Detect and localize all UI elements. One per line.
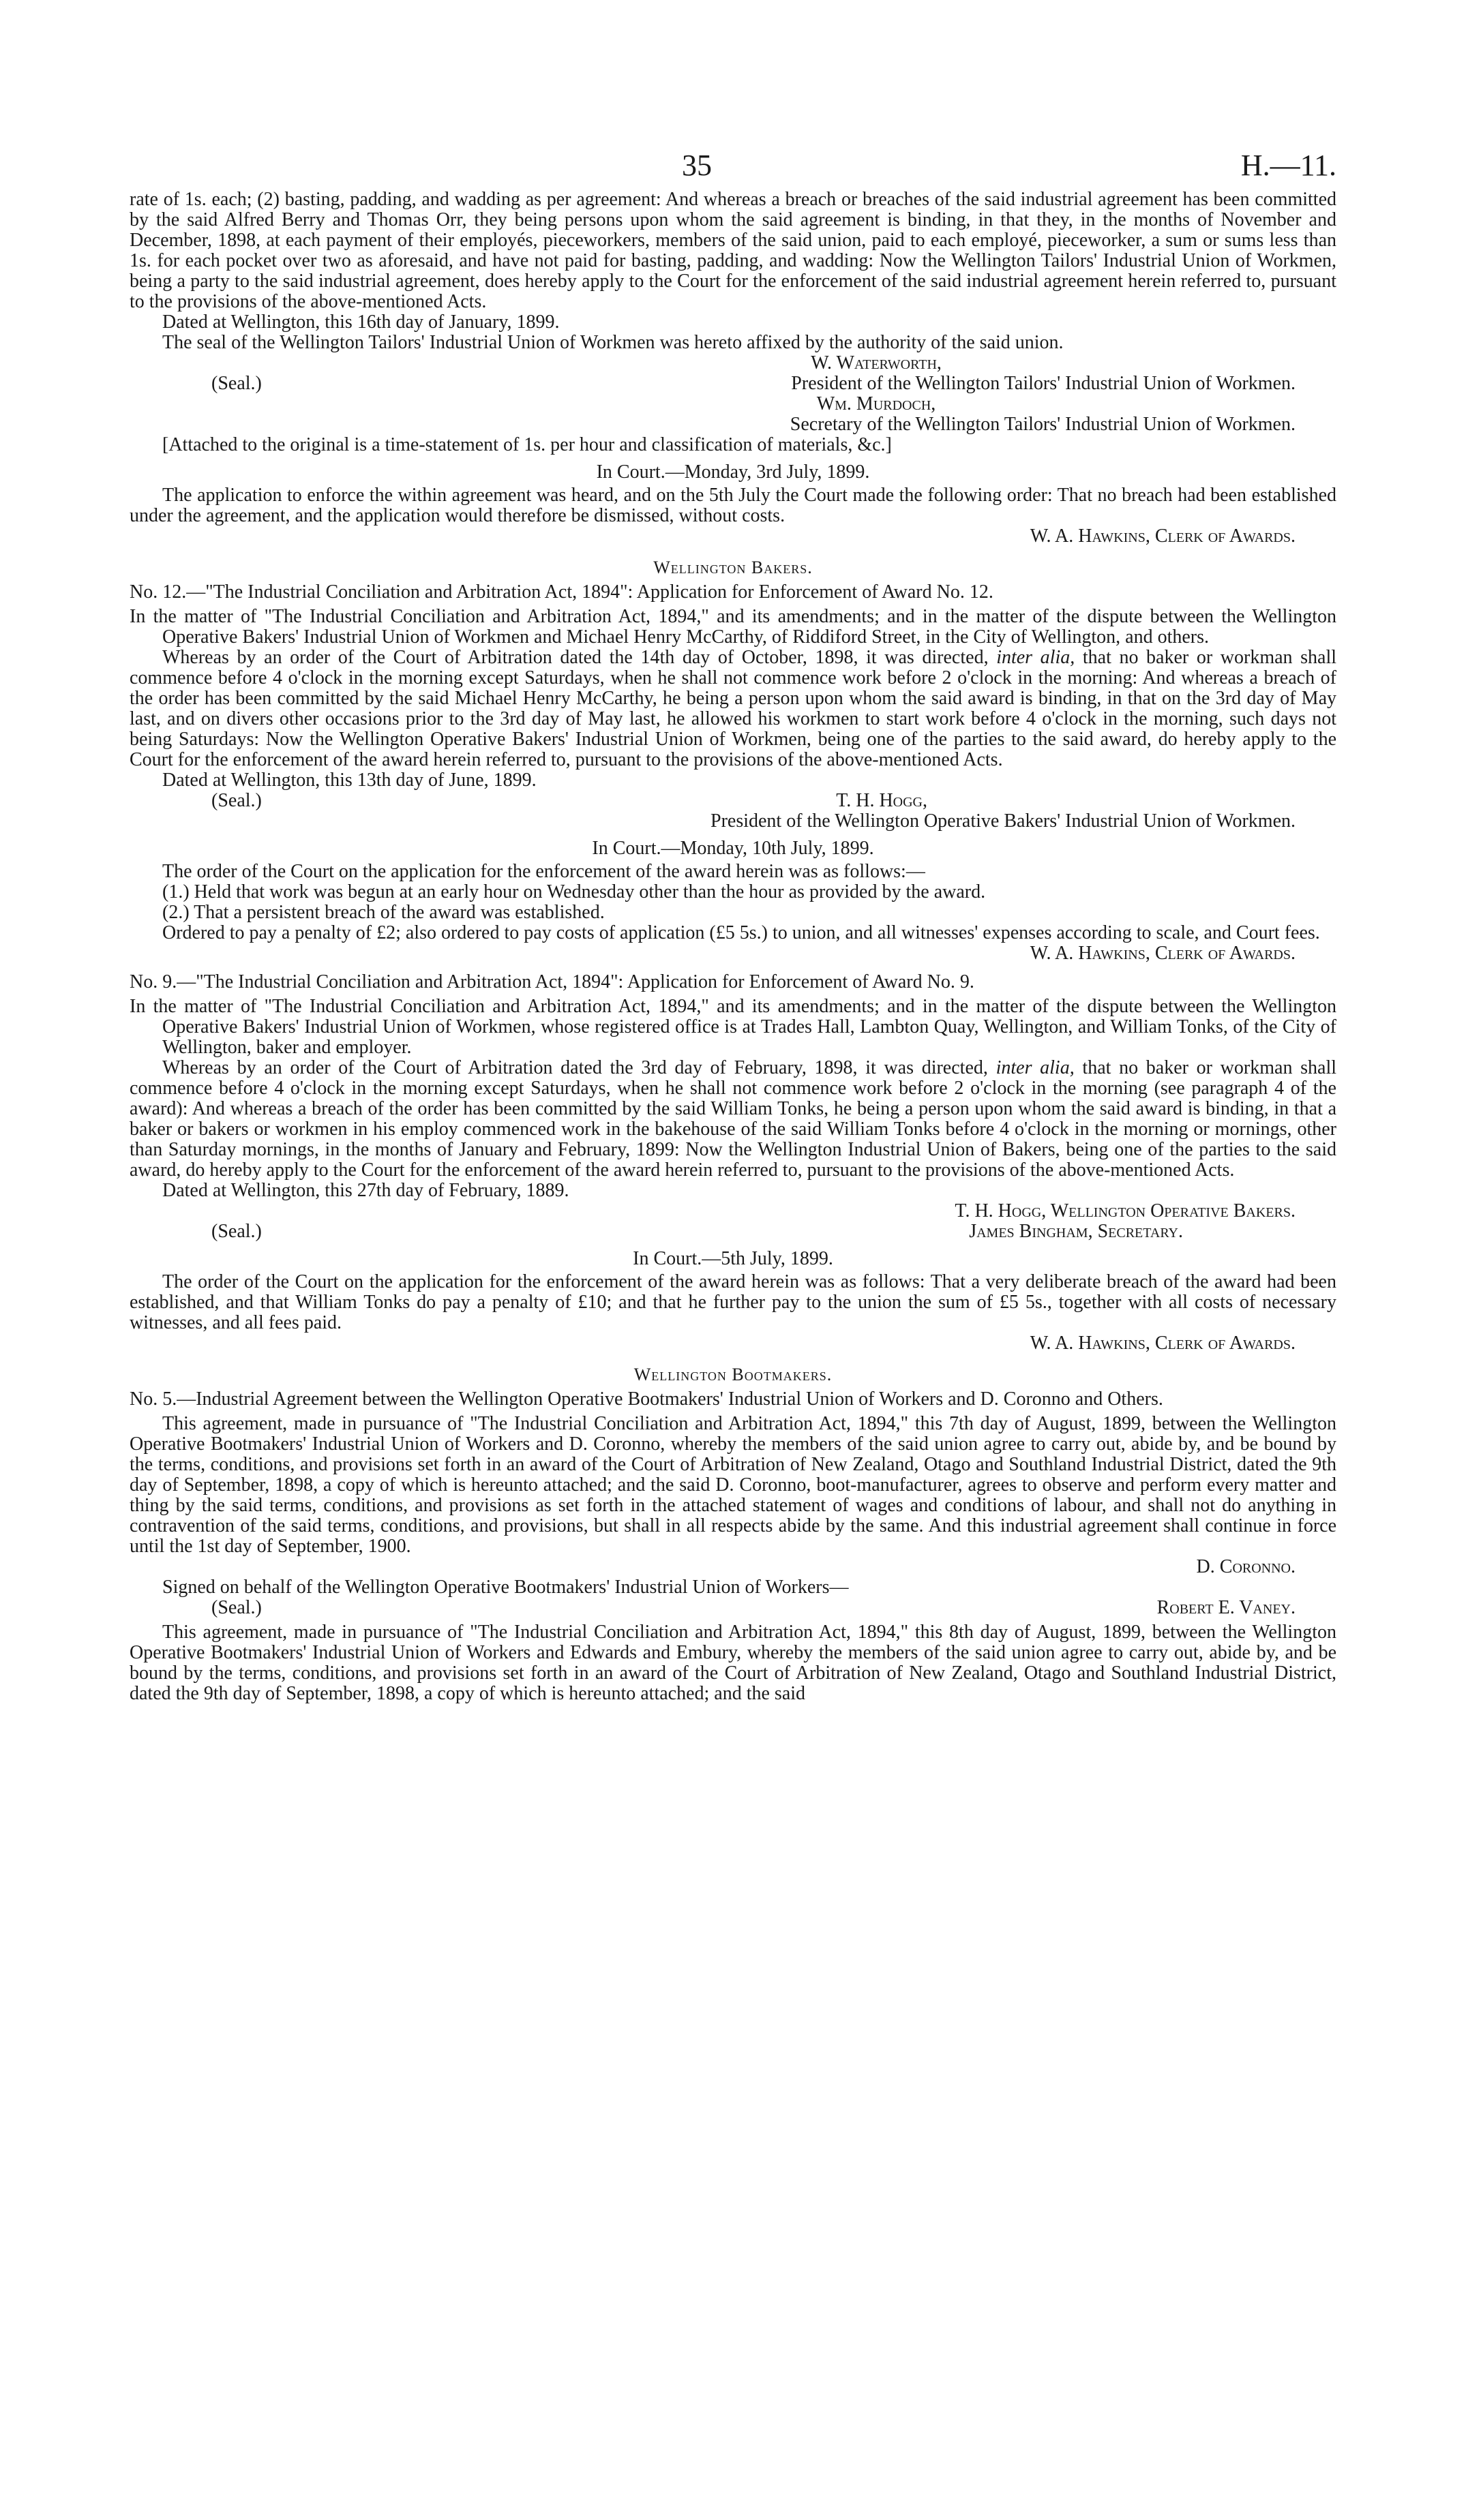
bakers-award-9-clerk: W. A. Hawkins, Clerk of Awards. <box>1030 1333 1296 1354</box>
tailors-seal-text: The seal of the Wellington Tailors' Industrial Union of Workmen was hereto affixed by the authority of the said union. <box>162 332 1064 353</box>
page-header <box>130 140 1336 181</box>
content <box>130 189 1336 1704</box>
tailors-secretary-name: Wm. Murdoch, <box>816 393 936 414</box>
bootmakers-heading: Wellington Bootmakers. <box>633 1365 833 1384</box>
tailors-president-title: President of the Wellington Tailors' Industrial Union of Workmen. <box>791 373 1296 394</box>
bakers-award-9-sig-line <box>130 1221 1336 1242</box>
bakers-award-9-sig-1: T. H. Hogg, Wellington Operative Bakers. <box>955 1200 1296 1221</box>
bakers-award-9-seal: (Seal.) <box>211 1221 262 1242</box>
tailors-secretary-title: Secretary of the Wellington Tailors' Industrial Union of Workmen. <box>790 414 1296 435</box>
bakers-award-12-item-1: (1.) Held that work was begun at an early hour on Wednesday other than the hour as provided by the award. <box>162 881 986 902</box>
bakers-award-9-sig-2: James Bingham, Secretary. <box>969 1221 1183 1242</box>
bakers-heading: Wellington Bakers. <box>653 558 813 577</box>
tailors-clerk: W. A. Hawkins, Clerk of Awards. <box>1030 526 1296 547</box>
bakers-award-9-title: No. 9.—"The Industrial Conciliation and Arbitration Act, 1894": Application for Enforcement of Award No. 9. <box>130 971 974 992</box>
bakers-award-12-whereas: Whereas by an order of the Court of Arbitration dated the 14th day of October, 1898, it was directed, inter alia, that no baker or workman shall commence before 4 o'clock in the morning except Saturdays, when he shall not commence work before 2 o'clock in the morning: And whereas a breach of the order has been committed by the said Michael Henry McCarthy, he being a person upon whom the said award is binding, in that on the 3rd day of May last, and on divers other occasions prior to the 3rd day of May last, he allowed his workmen to start work before 4 o'clock in the morning, such days not being Saturdays: Now the Wellington Operative Bakers' Industrial Union of Workmen, being one of the parties to the said award, do hereby apply to the Court for the enforcement of the award herein referred to, pursuant to the provisions of the above-mentioned Acts. <box>130 647 1337 770</box>
bootmakers-signed-on-behalf: Signed on behalf of the Wellington Operative Bootmakers' Industrial Union of Workers— <box>162 1577 849 1598</box>
bootmakers-seal: (Seal.) <box>211 1597 262 1618</box>
tailors-court-order: The application to enforce the within agreement was heard, and on the 5th July the Court made the following order: That no breach had been established under the agreement, and the application would therefore be dismissed, without costs. <box>130 485 1336 526</box>
bakers-award-12-dated: Dated at Wellington, this 13th day of June, 1899. <box>162 770 537 791</box>
bootmakers-agreement-edwards-embury: This agreement, made in pursuance of "The Industrial Conciliation and Arbitration Act, 1894," this 8th day of August, 1899, between the Wellington Operative Bootmakers' Industrial Union of Workers and Edwards and Embury, whereby the members of the said union agree to carry out, abide by, and be bound by the terms, conditions, and provisions set forth in an award of the Court of Arbitration of New Zealand, Otago and Southland Industrial District, dated the 9th day of September, 1898, a copy of which is hereunto attached; and the said <box>130 1622 1336 1704</box>
bakers-award-12-sig-name: T. H. Hogg, <box>836 790 927 811</box>
bakers-award-12-court-date: In Court.—Monday, 10th July, 1899. <box>592 838 874 859</box>
tailors-attached-note: [Attached to the original is a time-statement of 1s. per hour and classification of materials, &c.] <box>162 434 892 455</box>
bakers-award-12-sig-title: President of the Wellington Operative Bakers' Industrial Union of Workmen. <box>710 810 1296 832</box>
bootmakers-title: No. 5.—Industrial Agreement between the Wellington Operative Bootmakers' Industrial Union of Workers and D. Coronno and Others. <box>130 1388 1163 1410</box>
bakers-award-9-matter: In the matter of "The Industrial Conciliation and Arbitration Act, 1894," and its amendments; and in the matter of the dispute between the Wellington Operative Bakers' Industrial Union of Workmen, whose registered office is at Trades Hall, Lambton Quay, Wellington, and William Tonks, of the City of Wellington, baker and employer. <box>130 996 1336 1058</box>
bootmakers-sig-vaney: Robert E. Vaney. <box>1156 1597 1296 1618</box>
bootmakers-sig-line <box>130 1598 1336 1618</box>
bakers-award-12-matter: In the matter of "The Industrial Conciliation and Arbitration Act, 1894," and its amendments; and in the matter of the dispute between the Wellington Operative Bakers' Industrial Union of Workmen and Michael Henry McCarthy, of Riddiford Street, in the City of Wellington, and others. <box>130 606 1336 648</box>
page-number: 35 <box>682 149 712 182</box>
document-reference: H.—11. <box>1240 149 1336 182</box>
bakers-award-12-ordered: Ordered to pay a penalty of £2; also ordered to pay costs of application (£5 5s.) to union, and all witnesses' expenses according to scale, and Court fees. <box>162 922 1320 943</box>
tailors-seal: (Seal.) <box>211 373 262 394</box>
bakers-award-12-sig-line <box>130 791 1336 811</box>
bakers-award-12-title: No. 12.—"The Industrial Conciliation and Arbitration Act, 1894": Application for Enforcement of Award No. 12. <box>130 581 993 603</box>
bakers-award-12-order-intro: The order of the Court on the application for the enforcement of the award herein was as follows:— <box>162 861 925 882</box>
tailors-president-line <box>130 374 1336 394</box>
bootmakers-agreement-coronno: This agreement, made in pursuance of "The Industrial Conciliation and Arbitration Act, 1894," this 7th day of August, 1899, between the Wellington Operative Bootmakers' Industrial Union of Workers and D. Coronno, whereby the members of the said union agree to carry out, abide by, and be bound by the terms, conditions, and provisions set forth in an award of the Court of Arbitration of New Zealand, Otago and Southland Industrial District, dated the 9th day of September, 1898, a copy of which is hereunto attached; and the said D. Coronno, boot-manufacturer, agrees to observe and perform every matter and thing by the said terms, conditions, and provisions as set forth in the attached statement of wages and conditions of labour, and shall not do anything in contravention of the said terms, conditions, and provisions, but shall in all respects abide by the same. And this industrial agreement shall continue in force until the 1st day of September, 1900. <box>130 1413 1336 1557</box>
bakers-award-9-court-date: In Court.—5th July, 1899. <box>633 1248 833 1269</box>
tailors-dated: Dated at Wellington, this 16th day of January, 1899. <box>162 312 560 333</box>
bakers-award-9-dated: Dated at Wellington, this 27th day of February, 1889. <box>162 1180 569 1201</box>
tailors-president-name: W. Waterworth, <box>811 352 942 374</box>
tailors-application-paragraph: rate of 1s. each; (2) basting, padding, and wadding as per agreement: And whereas a breach or breaches of the said industrial agreement has been committed by the said Alfred Berry and Thomas Orr, they being persons upon whom the said agreement is binding, in that they, in the months of November and December, 1898, at each payment of their employés, pieceworkers, members of the said union, paid to each employé, pieceworker, a sum or sums less than 1s. for each pocket over two as aforesaid, and have not paid for basting, padding, and wadding: Now the Wellington Tailors' Industrial Union of Workmen, being a party to the said industrial agreement, does hereby apply to the Court for the enforcement of the said industrial agreement herein referred to, pursuant to the provisions of the above-mentioned Acts. <box>130 189 1336 312</box>
bakers-award-12-item-2: (2.) That a persistent breach of the award was established. <box>162 902 605 923</box>
bakers-award-9-order: The order of the Court on the application for the enforcement of the award herein was as follows: That a very deliberate breach of the award had been established, and that William Tonks do pay a penalty of £10; and that he further pay to the union the sum of £5 5s., together with all costs of necessary witnesses, and all fees paid. <box>130 1271 1336 1333</box>
bootmakers-sig-coronno: D. Coronno. <box>1196 1556 1296 1577</box>
bakers-award-9-whereas: Whereas by an order of the Court of Arbitration dated the 3rd day of February, 1898, it was directed, inter alia, that no baker or workman shall commence before 4 o'clock in the morning except Saturdays, when he shall not commence work before 2 o'clock in the morning (see paragraph 4 of the award): And whereas a breach of the order has been committed by the said William Tonks, he being a person upon whom the said award is binding, in that a baker or bakers or workmen in his employ commenced work in the bakehouse of the said William Tonks before 4 o'clock in the morning or mornings, other than Saturday mornings, in the months of January and February, 1899: Now the Wellington Industrial Union of Bakers, being one of the parties to the said award, do hereby apply to the Court for the enforcement of the award herein referred to, pursuant to the provisions of the above-mentioned Acts. <box>130 1057 1337 1181</box>
bakers-award-12-clerk: W. A. Hawkins, Clerk of Awards. <box>1030 943 1296 964</box>
tailors-court-date: In Court.—Monday, 3rd July, 1899. <box>596 461 870 483</box>
bakers-award-12-seal: (Seal.) <box>211 790 262 811</box>
